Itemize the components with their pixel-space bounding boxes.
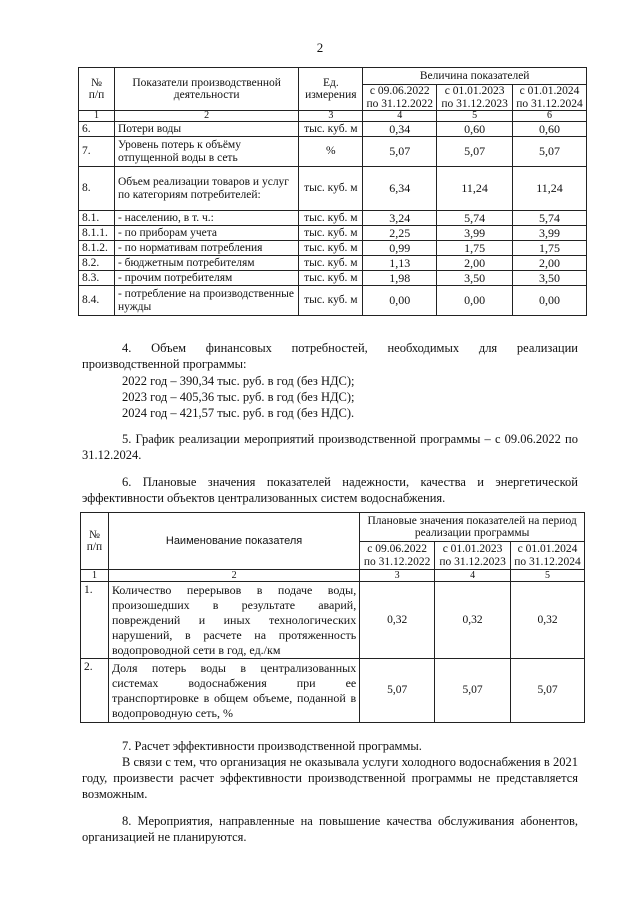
- row-indicator: Уровень потерь к объёму отпущенной воды в сеть: [114, 137, 298, 167]
- col-number: 3: [299, 111, 363, 122]
- row-indicator: - прочим потребителям: [114, 271, 298, 286]
- row-value: 2,25: [363, 226, 437, 241]
- col-number: 6: [513, 111, 587, 122]
- row-value: 5,07: [437, 137, 513, 167]
- header-unit: Ед. измерения: [299, 68, 363, 111]
- row-value: 5,07: [513, 137, 587, 167]
- row-indicator: Количество перерывов в подаче воды, произошедших в результате аварий, повреждений и иных технологических нарушений, в расчете на протяженность водопроводной сети в год, ед./км: [108, 582, 359, 659]
- row-num: 8.1.2.: [79, 241, 115, 256]
- table-row: [81, 659, 585, 723]
- col-number: 5: [511, 570, 585, 582]
- row-indicator: Потери воды: [114, 122, 298, 137]
- row-indicator: - потребление на производственные нужды: [114, 286, 298, 316]
- row-num: 8.2.: [79, 256, 115, 271]
- row-indicator: - населению, в т. ч.:: [114, 211, 298, 226]
- table-row: [79, 122, 587, 137]
- row-value: 0,00: [437, 286, 513, 316]
- row-num: 7.: [79, 137, 115, 167]
- reliability-indicators-table: [80, 512, 585, 723]
- row-value: 3,50: [437, 271, 513, 286]
- row-num: 8.: [79, 167, 115, 211]
- table-row: [79, 211, 587, 226]
- header-num: № п/п: [79, 68, 115, 111]
- header-period-2: с 01.01.2023 по 31.12.2023: [435, 542, 511, 570]
- row-value: 0,00: [363, 286, 437, 316]
- header-value-group: Величина показателей: [363, 68, 587, 85]
- row-unit: тыс. куб. м: [299, 211, 363, 226]
- row-num: 1.: [81, 582, 109, 659]
- row-value: 0,32: [360, 582, 435, 659]
- header-period-1: с 09.06.2022 по 31.12.2022: [363, 85, 437, 111]
- row-value: 11,24: [513, 167, 587, 211]
- table-row: [79, 256, 587, 271]
- row-num: 8.4.: [79, 286, 115, 316]
- row-num: 8.1.: [79, 211, 115, 226]
- section-7-title: 7. Расчет эффективности производственной программы.: [122, 739, 422, 753]
- header-indicator: Показатели производственной деятельности: [114, 68, 298, 111]
- row-unit: тыс. куб. м: [299, 226, 363, 241]
- row-value: 0,32: [435, 582, 511, 659]
- page-number: 2: [316, 40, 324, 55]
- row-value: 1,13: [363, 256, 437, 271]
- col-number: 1: [79, 111, 115, 122]
- col-number: 3: [360, 570, 435, 582]
- column-number-row: [79, 111, 587, 122]
- row-value: 6,34: [363, 167, 437, 211]
- col-number: 2: [108, 570, 359, 582]
- row-value: 0,60: [437, 122, 513, 137]
- header-value-group: Плановые значения показателей на период реализации программы: [360, 513, 585, 542]
- row-unit: тыс. куб. м: [299, 271, 363, 286]
- row-num: 8.3.: [79, 271, 115, 286]
- row-unit: тыс. куб. м: [299, 122, 363, 137]
- row-value: 5,74: [437, 211, 513, 226]
- row-value: 3,99: [437, 226, 513, 241]
- row-value: 3,99: [513, 226, 587, 241]
- row-num: 2.: [81, 659, 109, 723]
- row-value: 2,00: [513, 256, 587, 271]
- financial-line-2023: 2023 год – 405,36 тыс. руб. в год (без НДС);: [122, 390, 355, 404]
- header-period-3: с 01.01.2024 по 31.12.2024: [511, 542, 585, 570]
- row-indicator: Объем реализации товаров и услуг по категориям потребителей:: [114, 167, 298, 211]
- col-number: 1: [81, 570, 109, 582]
- row-value: 1,75: [513, 241, 587, 256]
- header-period-1: с 09.06.2022 по 31.12.2022: [360, 542, 435, 570]
- row-value: 5,07: [511, 659, 585, 723]
- header-period-2: с 01.01.2023 по 31.12.2023: [437, 85, 513, 111]
- section-4-text: 4. Объем финансовых потребностей, необходимых для реализации производственной программы:: [82, 341, 578, 371]
- table-row: [79, 286, 587, 316]
- row-unit: тыс. куб. м: [299, 256, 363, 271]
- row-unit: тыс. куб. м: [299, 286, 363, 316]
- table-row: [79, 226, 587, 241]
- section-5-text: 5. График реализации мероприятий производственной программы – с 09.06.2022 по 31.12.2024.: [82, 432, 578, 462]
- header-indicator-name: Наименование показателя: [108, 513, 359, 570]
- col-number: 5: [437, 111, 513, 122]
- header-num: № п/п: [81, 513, 109, 570]
- row-value: 1,75: [437, 241, 513, 256]
- financial-line-2024: 2024 год – 421,57 тыс. руб. в год (без НДС).: [122, 406, 355, 420]
- header-period-3: с 01.01.2024 по 31.12.2024: [513, 85, 587, 111]
- row-value: 3,50: [513, 271, 587, 286]
- row-value: 5,07: [363, 137, 437, 167]
- row-unit: тыс. куб. м: [299, 241, 363, 256]
- financial-line-2022: 2022 год – 390,34 тыс. руб. в год (без НДС);: [122, 374, 355, 388]
- row-value: 0,32: [511, 582, 585, 659]
- row-indicator: - бюджетным потребителям: [114, 256, 298, 271]
- row-value: 5,74: [513, 211, 587, 226]
- section-7-text: В связи с тем, что организация не оказывала услуги холодного водоснабжения в 2021 году, произвести расчет эффективности производственной программы не представляется возможным.: [82, 755, 578, 801]
- col-number: 4: [363, 111, 437, 122]
- table-row: [81, 582, 585, 659]
- row-value: 2,00: [437, 256, 513, 271]
- row-value: 1,98: [363, 271, 437, 286]
- row-value: 5,07: [360, 659, 435, 723]
- table-row: [79, 271, 587, 286]
- col-number: 4: [435, 570, 511, 582]
- col-number: 2: [114, 111, 298, 122]
- table-row: [79, 241, 587, 256]
- row-unit: %: [299, 137, 363, 167]
- row-value: 11,24: [437, 167, 513, 211]
- row-indicator: - по нормативам потребления: [114, 241, 298, 256]
- row-indicator: Доля потерь воды в централизованных системах водоснабжения при ее транспортировке в общем объеме, поданной в водопроводную сеть, %: [108, 659, 359, 723]
- section-8-text: 8. Мероприятия, направленные на повышение качества обслуживания абонентов, организацией не планируются.: [82, 814, 578, 844]
- row-value: 0,99: [363, 241, 437, 256]
- row-indicator: - по приборам учета: [114, 226, 298, 241]
- production-indicators-table: [78, 67, 587, 316]
- table-row: [79, 167, 587, 211]
- row-value: 5,07: [435, 659, 511, 723]
- column-number-row: [81, 570, 585, 582]
- row-unit: тыс. куб. м: [299, 167, 363, 211]
- row-value: 0,60: [513, 122, 587, 137]
- section-6-text: 6. Плановые значения показателей надежности, качества и энергетической эффективности объектов централизованных систем водоснабжения.: [82, 475, 578, 505]
- row-value: 0,00: [513, 286, 587, 316]
- row-value: 0,34: [363, 122, 437, 137]
- row-num: 8.1.1.: [79, 226, 115, 241]
- table-row: [79, 137, 587, 167]
- row-value: 3,24: [363, 211, 437, 226]
- row-num: 6.: [79, 122, 115, 137]
